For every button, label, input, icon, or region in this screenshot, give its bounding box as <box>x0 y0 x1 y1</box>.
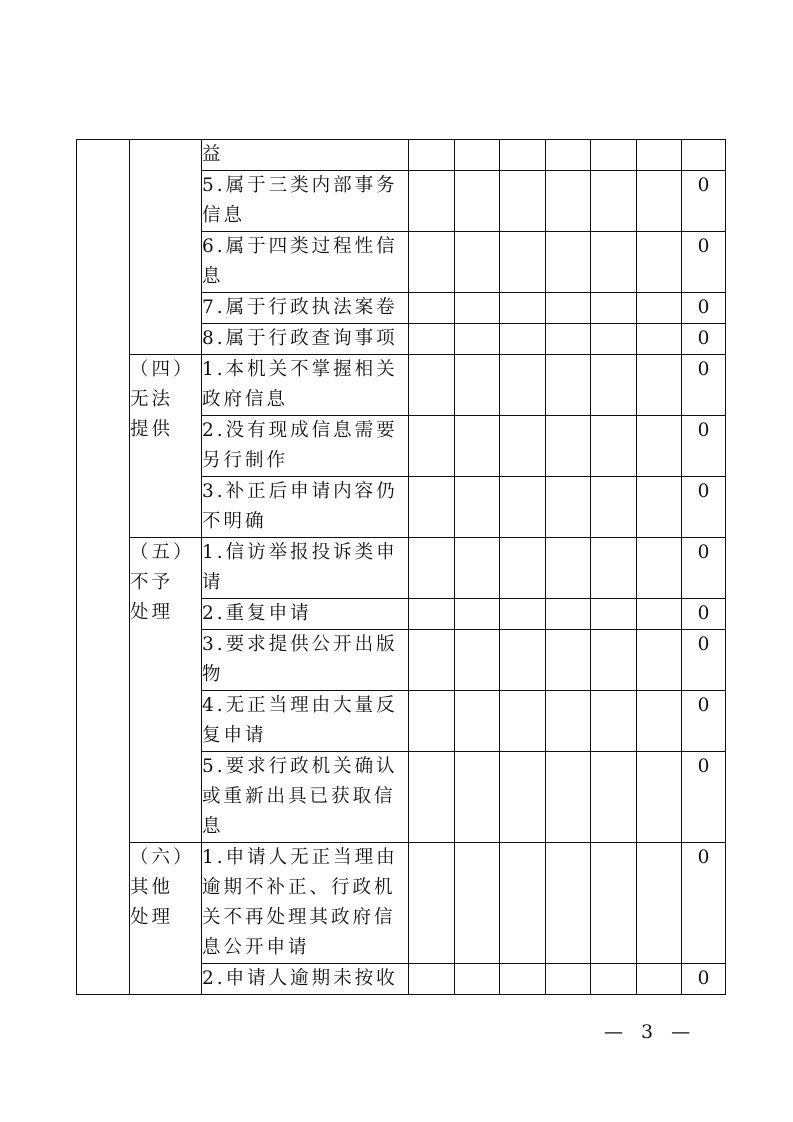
item-label: 2.重复申请 <box>202 599 409 630</box>
item-label: 4.无正当理由大量反复申请 <box>202 691 409 752</box>
item-label: 2.申请人逾期未按收 <box>202 964 409 995</box>
table-row <box>77 355 726 416</box>
item-label: 8.属于行政查询事项 <box>202 324 409 355</box>
table-row <box>77 140 726 171</box>
category-cell-cannot-provide <box>130 355 202 538</box>
category-line2: 处理 <box>130 907 174 928</box>
item-value: 0 <box>682 630 726 691</box>
item-value: 0 <box>682 355 726 416</box>
category-number: （六） <box>130 847 195 868</box>
item-value: 0 <box>682 171 726 232</box>
table-row <box>77 843 726 964</box>
item-label: 5.要求行政机关确认或重新出具已获取信息 <box>202 752 409 843</box>
item-value: 0 <box>682 752 726 843</box>
category-line2: 处理 <box>130 602 174 623</box>
category-cell-continued <box>130 140 202 355</box>
item-label: 1.本机关不掌握相关政府信息 <box>202 355 409 416</box>
category-number: （五） <box>130 542 195 563</box>
item-label: 益 <box>202 140 409 171</box>
item-value: 0 <box>682 538 726 599</box>
item-value: 0 <box>682 599 726 630</box>
category-cell-other-processing <box>130 843 202 995</box>
item-label: 1.信访举报投诉类申请 <box>202 538 409 599</box>
page-number: — 3 — <box>604 1021 697 1043</box>
outer-category-cell <box>77 140 130 995</box>
item-label: 2.没有现成信息需要另行制作 <box>202 416 409 477</box>
item-value: 0 <box>682 324 726 355</box>
category-number: （四） <box>130 359 195 380</box>
category-cell-not-processed <box>130 538 202 843</box>
item-value: 0 <box>682 964 726 995</box>
item-value: 0 <box>682 416 726 477</box>
item-value <box>682 140 726 171</box>
item-value: 0 <box>682 477 726 538</box>
category-line1: 其他 <box>130 877 174 898</box>
item-value: 0 <box>682 843 726 964</box>
item-label: 1.申请人无正当理由逾期不补正、行政机关不再处理其政府信息公开申请 <box>202 843 409 964</box>
item-label: 3.要求提供公开出版物 <box>202 630 409 691</box>
disclosure-statistics-table <box>76 139 726 995</box>
item-value: 0 <box>682 691 726 752</box>
item-label: 6.属于四类过程性信息 <box>202 232 409 293</box>
item-value: 0 <box>682 293 726 324</box>
item-label: 5.属于三类内部事务信息 <box>202 171 409 232</box>
category-line1: 不予 <box>130 572 174 593</box>
category-line2: 提供 <box>130 419 174 440</box>
item-value: 0 <box>682 232 726 293</box>
table-row <box>77 538 726 599</box>
category-line1: 无法 <box>130 389 174 410</box>
item-label: 3.补正后申请内容仍不明确 <box>202 477 409 538</box>
item-label: 7.属于行政执法案卷 <box>202 293 409 324</box>
